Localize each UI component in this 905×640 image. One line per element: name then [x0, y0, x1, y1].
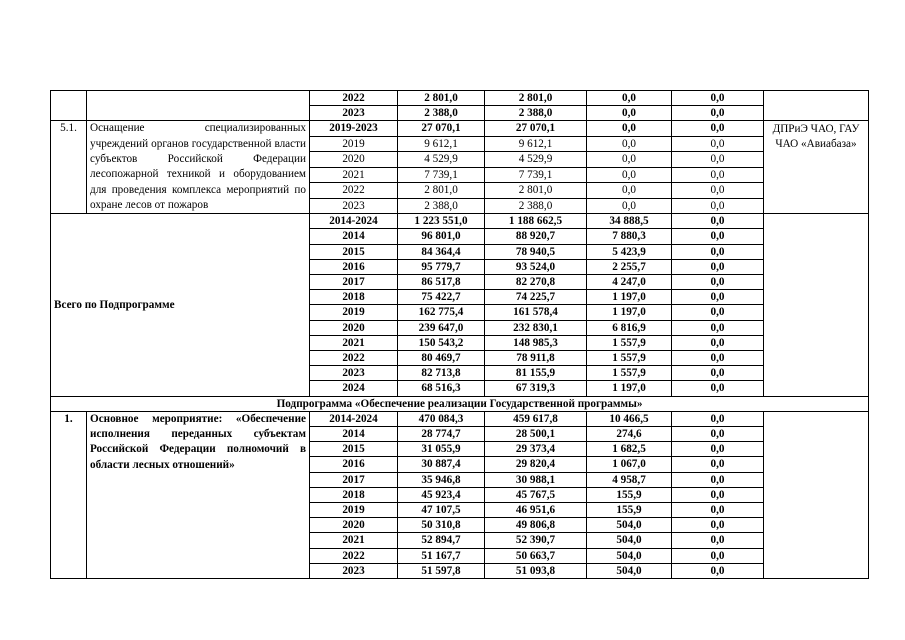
year-cell: 2020 — [310, 518, 398, 533]
total-cell: 2 388,0 — [398, 106, 485, 121]
regional-budget-cell: 148 985,3 — [485, 335, 587, 350]
federal-budget-cell: 1 067,0 — [587, 457, 672, 472]
regional-budget-cell: 7 739,1 — [485, 167, 587, 182]
total-cell: 52 894,7 — [398, 533, 485, 548]
subprogram-total-label: Всего по Подпрограмме — [51, 214, 310, 396]
total-cell: 150 543,2 — [398, 335, 485, 350]
federal-budget-cell: 1 197,0 — [587, 381, 672, 396]
federal-budget-cell: 504,0 — [587, 548, 672, 563]
total-cell: 239 647,0 — [398, 320, 485, 335]
total-cell: 2 388,0 — [398, 198, 485, 214]
federal-budget-cell: 34 888,5 — [587, 214, 672, 229]
index-cell — [51, 91, 87, 121]
total-cell: 2 801,0 — [398, 91, 485, 106]
total-cell: 84 364,4 — [398, 244, 485, 259]
federal-budget-cell: 6 816,9 — [587, 320, 672, 335]
year-cell: 2023 — [310, 106, 398, 121]
federal-budget-cell: 1 557,9 — [587, 366, 672, 381]
year-cell: 2016 — [310, 457, 398, 472]
year-cell: 2014-2024 — [310, 214, 398, 229]
measure-index: 1. — [51, 411, 87, 578]
regional-budget-cell: 29 820,4 — [485, 457, 587, 472]
other-sources-cell: 0,0 — [672, 427, 764, 442]
other-sources-cell: 0,0 — [672, 533, 764, 548]
measure-index: 5.1. — [51, 121, 87, 214]
total-cell: 28 774,7 — [398, 427, 485, 442]
year-cell: 2019 — [310, 503, 398, 518]
total-cell: 2 801,0 — [398, 183, 485, 198]
executor-cell — [764, 214, 869, 396]
regional-budget-cell: 67 319,3 — [485, 381, 587, 396]
other-sources-cell: 0,0 — [672, 335, 764, 350]
total-cell: 75 422,7 — [398, 290, 485, 305]
total-cell: 80 469,7 — [398, 351, 485, 366]
description-cell — [87, 91, 310, 121]
total-cell: 51 167,7 — [398, 548, 485, 563]
federal-budget-cell: 1 682,5 — [587, 442, 672, 457]
year-cell: 2015 — [310, 442, 398, 457]
regional-budget-cell: 78 911,8 — [485, 351, 587, 366]
year-cell: 2015 — [310, 244, 398, 259]
table-row — [51, 214, 869, 229]
total-cell: 27 070,1 — [398, 121, 485, 136]
regional-budget-cell: 52 390,7 — [485, 533, 587, 548]
other-sources-cell: 0,0 — [672, 244, 764, 259]
other-sources-cell: 0,0 — [672, 411, 764, 426]
other-sources-cell: 0,0 — [672, 442, 764, 457]
total-cell: 7 739,1 — [398, 167, 485, 182]
year-cell: 2014-2024 — [310, 411, 398, 426]
other-sources-cell: 0,0 — [672, 106, 764, 121]
other-sources-cell: 0,0 — [672, 381, 764, 396]
other-sources-cell: 0,0 — [672, 366, 764, 381]
table-row — [51, 91, 869, 106]
other-sources-cell: 0,0 — [672, 91, 764, 106]
regional-budget-cell: 2 388,0 — [485, 106, 587, 121]
regional-budget-cell: 82 270,8 — [485, 275, 587, 290]
year-cell: 2019 — [310, 305, 398, 320]
total-cell: 86 517,8 — [398, 275, 485, 290]
other-sources-cell: 0,0 — [672, 259, 764, 274]
regional-budget-cell: 30 988,1 — [485, 472, 587, 487]
regional-budget-cell: 27 070,1 — [485, 121, 587, 136]
federal-budget-cell: 7 880,3 — [587, 229, 672, 244]
regional-budget-cell: 459 617,8 — [485, 411, 587, 426]
federal-budget-cell: 0,0 — [587, 152, 672, 167]
federal-budget-cell: 155,9 — [587, 503, 672, 518]
other-sources-cell: 0,0 — [672, 305, 764, 320]
year-cell: 2018 — [310, 487, 398, 502]
regional-budget-cell: 81 155,9 — [485, 366, 587, 381]
other-sources-cell: 0,0 — [672, 351, 764, 366]
federal-budget-cell: 274,6 — [587, 427, 672, 442]
other-sources-cell: 0,0 — [672, 518, 764, 533]
regional-budget-cell: 45 767,5 — [485, 487, 587, 502]
table-row — [51, 396, 869, 411]
regional-budget-cell: 161 578,4 — [485, 305, 587, 320]
regional-budget-cell: 78 940,5 — [485, 244, 587, 259]
year-cell: 2017 — [310, 472, 398, 487]
total-cell: 470 084,3 — [398, 411, 485, 426]
regional-budget-cell: 51 093,8 — [485, 563, 587, 578]
total-cell: 9 612,1 — [398, 136, 485, 151]
federal-budget-cell: 0,0 — [587, 183, 672, 198]
year-cell: 2020 — [310, 152, 398, 167]
year-cell: 2014 — [310, 229, 398, 244]
regional-budget-cell: 2 801,0 — [485, 183, 587, 198]
total-cell: 45 923,4 — [398, 487, 485, 502]
regional-budget-cell: 93 524,0 — [485, 259, 587, 274]
federal-budget-cell: 0,0 — [587, 91, 672, 106]
other-sources-cell: 0,0 — [672, 198, 764, 214]
table-row — [51, 411, 869, 426]
other-sources-cell: 0,0 — [672, 167, 764, 182]
regional-budget-cell: 49 806,8 — [485, 518, 587, 533]
federal-budget-cell: 4 247,0 — [587, 275, 672, 290]
regional-budget-cell: 4 529,9 — [485, 152, 587, 167]
federal-budget-cell: 4 958,7 — [587, 472, 672, 487]
total-cell: 51 597,8 — [398, 563, 485, 578]
federal-budget-cell: 0,0 — [587, 136, 672, 151]
year-cell: 2016 — [310, 259, 398, 274]
year-cell: 2023 — [310, 563, 398, 578]
total-cell: 162 775,4 — [398, 305, 485, 320]
other-sources-cell: 0,0 — [672, 320, 764, 335]
other-sources-cell: 0,0 — [672, 136, 764, 151]
year-cell: 2021 — [310, 167, 398, 182]
other-sources-cell: 0,0 — [672, 503, 764, 518]
federal-budget-cell: 1 557,9 — [587, 351, 672, 366]
section-title: Подпрограмма «Обеспечение реализации Государственной программы» — [51, 396, 869, 411]
year-cell: 2020 — [310, 320, 398, 335]
year-cell: 2022 — [310, 351, 398, 366]
other-sources-cell: 0,0 — [672, 229, 764, 244]
total-cell: 95 779,7 — [398, 259, 485, 274]
budget-table — [50, 90, 869, 579]
other-sources-cell: 0,0 — [672, 275, 764, 290]
year-cell: 2022 — [310, 548, 398, 563]
year-cell: 2023 — [310, 198, 398, 214]
regional-budget-cell: 2 801,0 — [485, 91, 587, 106]
federal-budget-cell: 1 197,0 — [587, 290, 672, 305]
federal-budget-cell: 5 423,9 — [587, 244, 672, 259]
regional-budget-cell: 74 225,7 — [485, 290, 587, 305]
year-cell: 2019-2023 — [310, 121, 398, 136]
federal-budget-cell: 0,0 — [587, 121, 672, 136]
total-cell: 31 055,9 — [398, 442, 485, 457]
measure-description: Оснащение специализированных учреждений органов государственной власти субъектов Российской Федерации лесопожарной техникой и оборудованием для проведения комплекса мероприятий по охране лесов от пожаров — [87, 121, 310, 214]
federal-budget-cell: 10 466,5 — [587, 411, 672, 426]
other-sources-cell: 0,0 — [672, 214, 764, 229]
federal-budget-cell: 504,0 — [587, 518, 672, 533]
year-cell: 2018 — [310, 290, 398, 305]
other-sources-cell: 0,0 — [672, 548, 764, 563]
total-cell: 96 801,0 — [398, 229, 485, 244]
total-cell: 1 223 551,0 — [398, 214, 485, 229]
regional-budget-cell: 2 388,0 — [485, 198, 587, 214]
executor-cell — [764, 411, 869, 578]
other-sources-cell: 0,0 — [672, 487, 764, 502]
year-cell: 2021 — [310, 335, 398, 350]
other-sources-cell: 0,0 — [672, 457, 764, 472]
year-cell: 2019 — [310, 136, 398, 151]
other-sources-cell: 0,0 — [672, 121, 764, 136]
year-cell: 2023 — [310, 366, 398, 381]
year-cell: 2022 — [310, 91, 398, 106]
measure-description: Основное мероприятие: «Обеспечение исполнения переданных субъектам Российской Федерации полномочий в области лесных отношений» — [87, 411, 310, 578]
executor-cell — [764, 91, 869, 121]
other-sources-cell: 0,0 — [672, 472, 764, 487]
total-cell: 68 516,3 — [398, 381, 485, 396]
regional-budget-cell: 50 663,7 — [485, 548, 587, 563]
year-cell: 2014 — [310, 427, 398, 442]
regional-budget-cell: 232 830,1 — [485, 320, 587, 335]
regional-budget-cell: 29 373,4 — [485, 442, 587, 457]
regional-budget-cell: 1 188 662,5 — [485, 214, 587, 229]
regional-budget-cell: 46 951,6 — [485, 503, 587, 518]
regional-budget-cell: 28 500,1 — [485, 427, 587, 442]
total-cell: 50 310,8 — [398, 518, 485, 533]
federal-budget-cell: 155,9 — [587, 487, 672, 502]
other-sources-cell: 0,0 — [672, 183, 764, 198]
federal-budget-cell: 504,0 — [587, 533, 672, 548]
year-cell: 2017 — [310, 275, 398, 290]
other-sources-cell: 0,0 — [672, 290, 764, 305]
year-cell: 2024 — [310, 381, 398, 396]
federal-budget-cell: 0,0 — [587, 198, 672, 214]
federal-budget-cell: 1 557,9 — [587, 335, 672, 350]
total-cell: 35 946,8 — [398, 472, 485, 487]
table-row — [51, 121, 869, 136]
total-cell: 4 529,9 — [398, 152, 485, 167]
total-cell: 82 713,8 — [398, 366, 485, 381]
year-cell: 2021 — [310, 533, 398, 548]
federal-budget-cell: 1 197,0 — [587, 305, 672, 320]
federal-budget-cell: 504,0 — [587, 563, 672, 578]
regional-budget-cell: 9 612,1 — [485, 136, 587, 151]
measure-executor: ДПРиЭ ЧАО, ГАУ ЧАО «Авиабаза» — [764, 121, 869, 214]
federal-budget-cell: 2 255,7 — [587, 259, 672, 274]
other-sources-cell: 0,0 — [672, 563, 764, 578]
table-body — [51, 91, 869, 579]
total-cell: 30 887,4 — [398, 457, 485, 472]
federal-budget-cell: 0,0 — [587, 106, 672, 121]
regional-budget-cell: 88 920,7 — [485, 229, 587, 244]
year-cell: 2022 — [310, 183, 398, 198]
other-sources-cell: 0,0 — [672, 152, 764, 167]
total-cell: 47 107,5 — [398, 503, 485, 518]
federal-budget-cell: 0,0 — [587, 167, 672, 182]
